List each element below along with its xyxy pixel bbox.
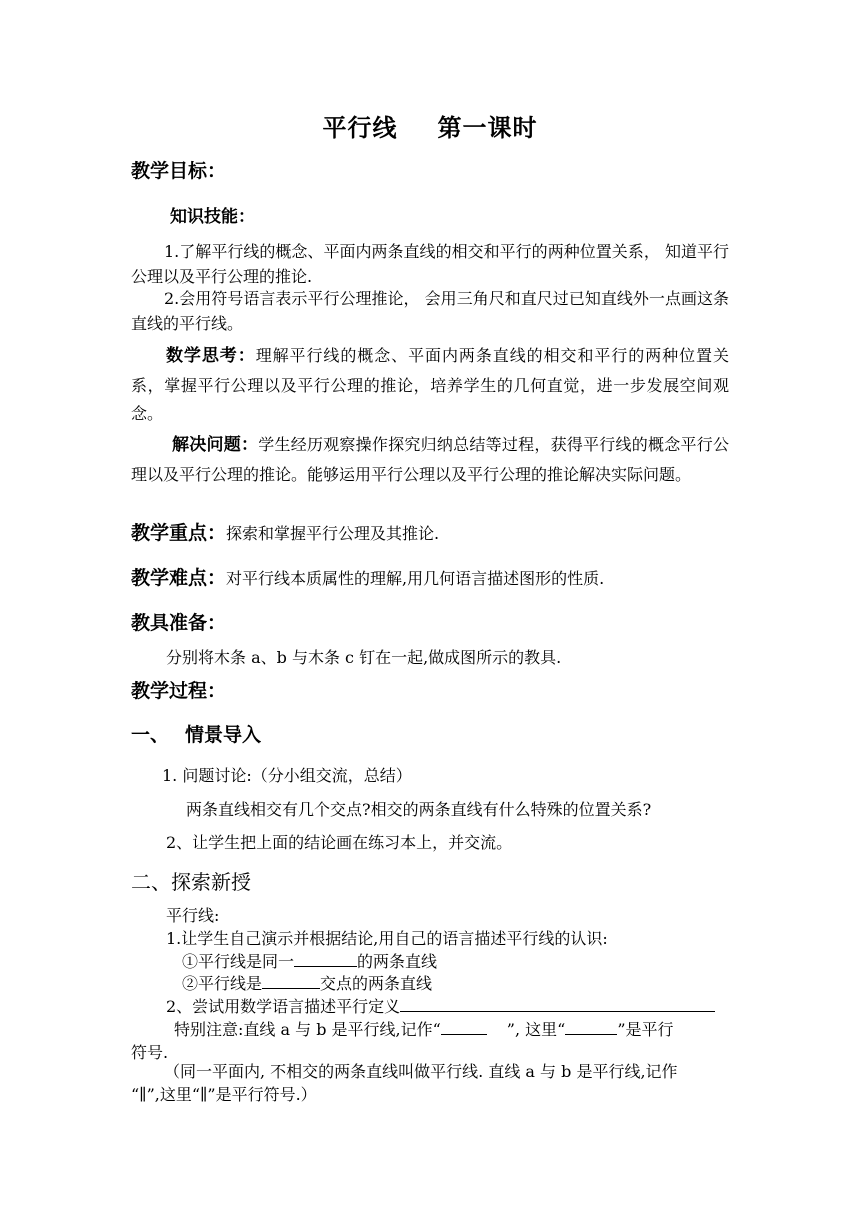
s2-sub-1-start: ①平行线是同一 [182, 952, 295, 971]
tools-text: 分别将木条 a、b 与木条 c 钉在一起,做成图所示的教具. [166, 648, 562, 667]
fill-blank [565, 1019, 617, 1035]
skills-item-1: 1.了解平行线的概念、平面内两条直线的相交和平行的两种位置关系， 知道平行公理以及平行公理的推论. [131, 242, 729, 286]
note-line-2: 符号. [131, 1043, 169, 1062]
fill-blank [400, 996, 715, 1012]
section1-number: 一、 [131, 724, 170, 746]
s2-item-2 [166, 996, 715, 1016]
process-heading: 教学过程： [131, 680, 227, 702]
note-middle: ”, 这里“ [506, 1020, 566, 1039]
difficulty-label: 教学难点： [131, 567, 227, 589]
section2-heading: 二、探索新授 [131, 870, 251, 894]
difficulty-points [131, 567, 604, 590]
s2-label: 平行线: [166, 906, 220, 925]
s2-sub-2-start: ②平行线是 [182, 974, 263, 993]
s2-item-1: 1.让学生自己演示并根据结论,用自己的语言描述平行线的认识: [166, 929, 608, 948]
thinking-text: 理解平行线的概念、平面内两条直线的相交和平行的两种位置关系，掌握平行公理以及平行公理的推论，培养学生的几何直觉，进一步发展空间观念。 [131, 346, 729, 424]
s1-item-1: 1. 问题讨论:（分小组交流，总结） [162, 766, 412, 785]
section1-heading [131, 724, 261, 747]
title-part1: 平行线 [322, 113, 398, 142]
note-line [174, 1019, 674, 1039]
fill-blank [441, 1019, 487, 1035]
tools-heading: 教具准备： [131, 612, 227, 634]
key-points [131, 522, 439, 545]
fill-blank [294, 951, 357, 967]
s2-item-2-text: 2、尝试用数学语言描述平行定义 [166, 997, 401, 1016]
paren-line-1: （同一平面内, 不相交的两条直线叫做平行线. 直线 a 与 b 是平行线,记作 [164, 1062, 678, 1081]
page-title [0, 114, 860, 143]
section1-title: 情景导入 [185, 724, 262, 746]
paren-line-2: “∥”,这里“∥”是平行符号.） [131, 1085, 317, 1104]
problem-paragraph [131, 430, 729, 489]
s2-sub-1-end: 的两条直线 [357, 952, 438, 971]
note-start: 特别注意:直线 a 与 b 是平行线,记作“ [174, 1020, 441, 1039]
thinking-label: 数学思考： [166, 346, 256, 366]
s1-item-2: 2、让学生把上面的结论画在练习本上，并交流。 [166, 833, 513, 852]
fill-blank [262, 973, 320, 989]
key-label: 教学重点： [131, 522, 227, 544]
objectives-heading: 教学目标： [131, 160, 227, 182]
s2-sub-2-end: 交点的两条直线 [320, 974, 433, 993]
key-text: 探索和掌握平行公理及其推论. [226, 524, 440, 543]
s2-sub-2 [182, 973, 432, 993]
problem-label: 解决问题： [172, 435, 259, 455]
skills-item-2: 2.会用符号语言表示平行公理推论， 会用三角尺和直尺过已知直线外一点画这条直线的平行线。 [131, 289, 729, 333]
skills-heading: 知识技能： [170, 207, 255, 227]
problem-text: 学生经历观察操作探究归纳总结等过程，获得平行线的概念平行公理以及平行公理的推论。能够运用平行公理以及平行公理的推论解决实际问题。 [131, 435, 729, 484]
note-end: ”是平行 [617, 1020, 674, 1039]
s1-item-1-detail: 两条直线相交有几个交点?相交的两条直线有什么特殊的位置关系? [186, 800, 652, 819]
title-part2: 第一课时 [437, 113, 538, 142]
difficulty-text: 对平行线本质属性的理解,用几何语言描述图形的性质. [226, 569, 605, 588]
thinking-paragraph [131, 341, 729, 429]
s2-sub-1 [182, 951, 437, 971]
